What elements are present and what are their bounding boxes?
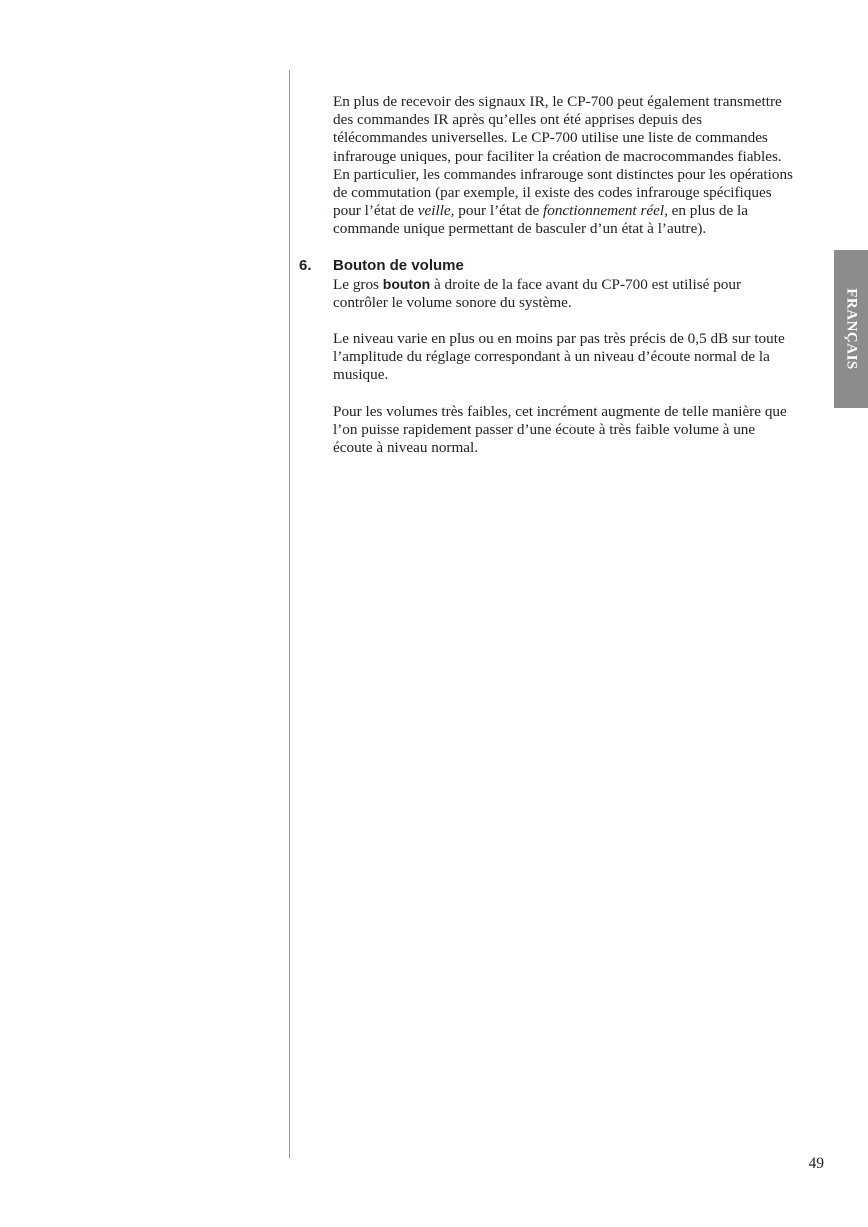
page-number: 49 [808, 1155, 824, 1172]
intro-term-veille: veille [417, 202, 451, 220]
language-tab-label: FRANÇAIS [843, 288, 860, 370]
language-tab [834, 250, 868, 408]
section-title: Bouton de volume [333, 257, 464, 274]
intro-text-end: , en plus de la commande unique permettant de basculer d’un état à l’autre). [333, 202, 748, 238]
intro-paragraph [333, 93, 795, 239]
intro-text-middle: , pour l’état de [450, 202, 544, 220]
section-p1-start: Le gros [333, 276, 383, 293]
margin-rule [289, 70, 290, 1158]
intro-text-start: En plus de recevoir des signaux IR, le CP-700 peut également transmettre des commandes IR après qu’elles ont été apprises depuis des télécommandes universelles. Le CP-700 utilise une liste de commandes infrarouge uniques, pour faciliter la création de macrocommandes fiables. En particulier, les commandes infrarouge sont distinctes pour les opérations de commutation (par exemple, il existe des codes infrarouge spécifiques pour l’état de [333, 93, 793, 220]
section-paragraph-2: Le niveau varie en plus ou en moins par pas très précis de 0,5 dB sur toute l’amplitude du réglage correspondant à un niveau d’écoute normal de la musique. [333, 330, 785, 384]
section-paragraph-1 [333, 275, 795, 312]
section-paragraph-3: Pour les volumes très faibles, cet incrément augmente de telle manière que l’on puisse rapidement passer d’une écoute à très faible volume à une écoute à niveau normal. [333, 403, 787, 457]
section-number: 6. [299, 257, 312, 274]
section-p1-bold-term: bouton [382, 276, 431, 292]
section-p1-end: à droite de la face avant du CP-700 est utilisé pour contrôler le volume sonore du système. [333, 276, 742, 312]
intro-term-fonctionnement: fonctionnement réel [543, 202, 665, 220]
